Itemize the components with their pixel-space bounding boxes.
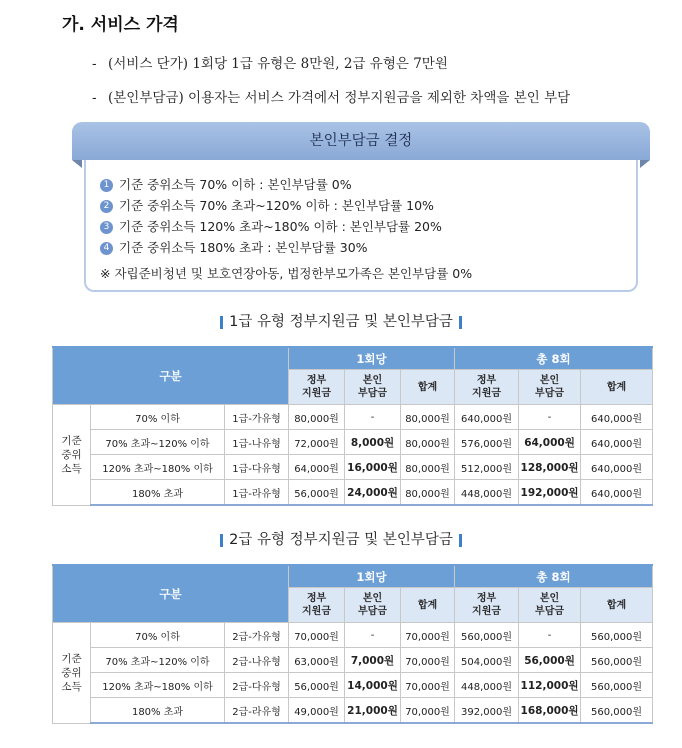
sum-total-cell: 560,000원	[581, 698, 653, 724]
table-row	[53, 455, 653, 480]
table-row	[53, 698, 653, 724]
header-gov-per-session: 정부 지원금	[289, 370, 345, 405]
table-row	[53, 623, 653, 648]
gov-support-cell: 70,000원	[289, 623, 345, 648]
self-payment-total-cell: 192,000원	[519, 480, 581, 506]
income-band-cell: 70% 초과~120% 이하	[91, 430, 225, 455]
type-cell: 1급-라유형	[225, 480, 289, 506]
self-payment-cell: 24,000원	[345, 480, 401, 506]
income-group-label: 기준 중위 소득	[53, 405, 91, 506]
header-total-8: 총 8회	[455, 347, 653, 370]
income-band-cell: 70% 이하	[91, 623, 225, 648]
self-payment-cell: 16,000원	[345, 455, 401, 480]
type-cell: 1급-가유형	[225, 405, 289, 430]
header-total-8: 총 8회	[455, 565, 653, 588]
table-row	[53, 430, 653, 455]
table-row	[53, 405, 653, 430]
sum-total-cell: 640,000원	[581, 455, 653, 480]
self-payment-total-cell: 56,000원	[519, 648, 581, 673]
bullet-text: (본인부담금) 이용자는 서비스 가격에서 정부지원금을 제외한 차액을 본인 부담	[108, 90, 571, 106]
gov-support-total-cell: 512,000원	[455, 455, 519, 480]
gov-support-total-cell: 560,000원	[455, 623, 519, 648]
sum-total-cell: 560,000원	[581, 623, 653, 648]
table-header-row	[53, 347, 653, 370]
box-fold-left	[72, 160, 82, 168]
sum-total-cell: 560,000원	[581, 648, 653, 673]
self-payment-total-cell: -	[519, 405, 581, 430]
title-bar-left	[220, 316, 223, 329]
income-band-cell: 180% 초과	[91, 480, 225, 506]
gov-support-cell: 49,000원	[289, 698, 345, 724]
section-heading: 가. 서비스 가격	[62, 15, 179, 35]
self-payment-cell: 8,000원	[345, 430, 401, 455]
gov-support-cell: 63,000원	[289, 648, 345, 673]
header-per-session: 1회당	[289, 565, 455, 588]
decision-box-title: 본인부담금 결정	[72, 122, 650, 160]
sum-total-cell: 640,000원	[581, 405, 653, 430]
income-band-cell: 180% 초과	[91, 698, 225, 724]
gov-support-total-cell: 448,000원	[455, 673, 519, 698]
type-cell: 2급-다유형	[225, 673, 289, 698]
gov-support-total-cell: 576,000원	[455, 430, 519, 455]
self-payment-total-cell: 112,000원	[519, 673, 581, 698]
sum-cell: 70,000원	[401, 673, 455, 698]
table-2-title	[0, 528, 682, 549]
sum-cell: 70,000원	[401, 648, 455, 673]
title-bar-right	[459, 534, 462, 547]
bullet-service-price	[92, 52, 448, 72]
table-title-text: 1급 유형 정부지원금 및 본인부담금	[229, 314, 453, 330]
self-payment-cell: 21,000원	[345, 698, 401, 724]
criterion-1	[100, 175, 352, 193]
header-gov-total: 정부 지원금	[455, 588, 519, 623]
bullet-self-payment	[92, 86, 570, 106]
header-per-session: 1회당	[289, 347, 455, 370]
gov-support-cell: 56,000원	[289, 480, 345, 506]
header-sum-per-session: 합계	[401, 370, 455, 405]
header-category: 구분	[53, 565, 289, 623]
self-payment-total-cell: 64,000원	[519, 430, 581, 455]
number-circle-icon: 1	[100, 179, 113, 192]
income-band-cell: 70% 이하	[91, 405, 225, 430]
income-band-cell: 120% 초과~180% 이하	[91, 455, 225, 480]
header-self-per-session: 본인 부담금	[345, 588, 401, 623]
self-payment-cell: 7,000원	[345, 648, 401, 673]
exemption-note: ※ 자립준비청년 및 보호연장아동, 법정한부모가족은 본인부담률 0%	[100, 266, 473, 281]
gov-support-total-cell: 640,000원	[455, 405, 519, 430]
box-fold-right	[640, 160, 650, 168]
gov-support-total-cell: 504,000원	[455, 648, 519, 673]
number-circle-icon: 3	[100, 221, 113, 234]
income-band-cell: 70% 초과~120% 이하	[91, 648, 225, 673]
title-bar-right	[459, 316, 462, 329]
table-1-title	[0, 310, 682, 331]
gov-support-cell: 72,000원	[289, 430, 345, 455]
sum-cell: 80,000원	[401, 430, 455, 455]
type-cell: 2급-라유형	[225, 698, 289, 724]
type-cell: 1급-나유형	[225, 430, 289, 455]
gov-support-cell: 80,000원	[289, 405, 345, 430]
number-circle-icon: 4	[100, 242, 113, 255]
bullet-dash: -	[92, 56, 97, 72]
sum-total-cell: 560,000원	[581, 673, 653, 698]
sum-cell: 80,000원	[401, 405, 455, 430]
header-self-total: 본인 부담금	[519, 370, 581, 405]
sum-cell: 80,000원	[401, 480, 455, 506]
bullet-text: (서비스 단가) 1회당 1급 유형은 8만원, 2급 유형은 7만원	[108, 56, 448, 72]
header-sum-per-session: 합계	[401, 588, 455, 623]
self-payment-cell: -	[345, 623, 401, 648]
gov-support-total-cell: 392,000원	[455, 698, 519, 724]
criterion-text: 기준 중위소득 70% 초과~120% 이하 : 본인부담률 10%	[119, 198, 434, 213]
type-cell: 2급-나유형	[225, 648, 289, 673]
header-category: 구분	[53, 347, 289, 405]
sum-cell: 80,000원	[401, 455, 455, 480]
criterion-text: 기준 중위소득 70% 이하 : 본인부담률 0%	[119, 177, 352, 192]
header-sum-total: 합계	[581, 588, 653, 623]
type-cell: 2급-가유형	[225, 623, 289, 648]
self-payment-total-cell: 168,000원	[519, 698, 581, 724]
criterion-text: 기준 중위소득 120% 초과~180% 이하 : 본인부담률 20%	[119, 219, 442, 234]
gov-support-cell: 56,000원	[289, 673, 345, 698]
bullet-dash: -	[92, 90, 97, 106]
grade-1-price-table	[52, 346, 653, 506]
self-payment-cell: 14,000원	[345, 673, 401, 698]
header-gov-per-session: 정부 지원금	[289, 588, 345, 623]
criterion-4	[100, 238, 368, 256]
criterion-2	[100, 196, 434, 214]
number-circle-icon: 2	[100, 200, 113, 213]
title-bar-left	[220, 534, 223, 547]
grade-2-price-table	[52, 564, 653, 724]
sum-total-cell: 640,000원	[581, 430, 653, 455]
criterion-text: 기준 중위소득 180% 초과 : 본인부담률 30%	[119, 240, 368, 255]
criterion-3	[100, 217, 442, 235]
sum-total-cell: 640,000원	[581, 480, 653, 506]
sum-cell: 70,000원	[401, 698, 455, 724]
self-payment-total-cell: 128,000원	[519, 455, 581, 480]
income-band-cell: 120% 초과~180% 이하	[91, 673, 225, 698]
self-payment-cell: -	[345, 405, 401, 430]
header-sum-total: 합계	[581, 370, 653, 405]
sum-cell: 70,000원	[401, 623, 455, 648]
table-row	[53, 648, 653, 673]
income-group-label: 기준 중위 소득	[53, 623, 91, 724]
header-gov-total: 정부 지원금	[455, 370, 519, 405]
table-row	[53, 673, 653, 698]
gov-support-total-cell: 448,000원	[455, 480, 519, 506]
header-self-total: 본인 부담금	[519, 588, 581, 623]
table-title-text: 2급 유형 정부지원금 및 본인부담금	[229, 532, 453, 548]
header-self-per-session: 본인 부담금	[345, 370, 401, 405]
gov-support-cell: 64,000원	[289, 455, 345, 480]
table-header-row	[53, 565, 653, 588]
type-cell: 1급-다유형	[225, 455, 289, 480]
self-payment-total-cell: -	[519, 623, 581, 648]
table-row	[53, 480, 653, 506]
